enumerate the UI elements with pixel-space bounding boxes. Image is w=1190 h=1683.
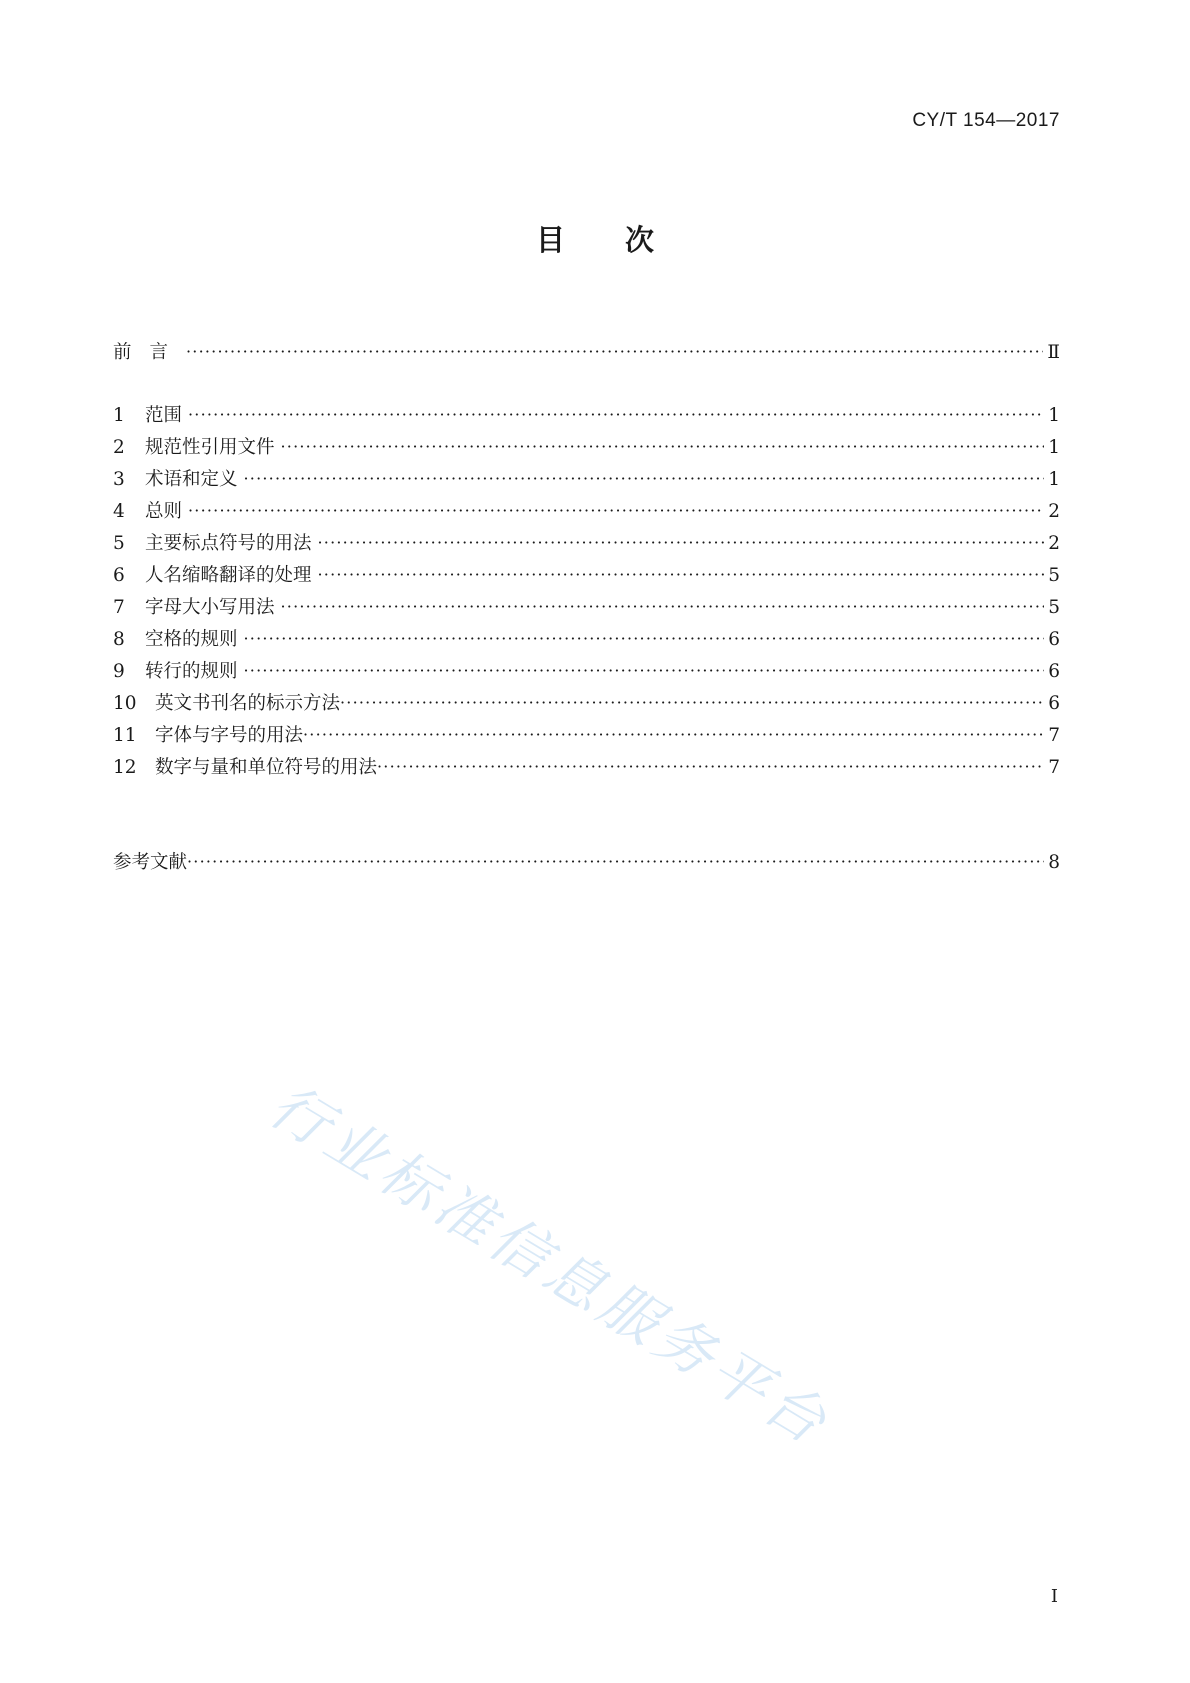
toc-entry[interactable] bbox=[113, 467, 1060, 493]
toc-number: 9 bbox=[113, 661, 125, 682]
toc-label: 字体与字号的用法 bbox=[155, 725, 304, 746]
toc-page-number: Ⅱ bbox=[1047, 342, 1060, 363]
toc-number: 6 bbox=[113, 565, 125, 586]
toc-leader-dots bbox=[244, 466, 1045, 492]
toc-leader-dots bbox=[188, 402, 1044, 428]
toc-page-number: 8 bbox=[1048, 852, 1060, 873]
toc-number: 10 bbox=[113, 693, 137, 714]
toc-page-number: 2 bbox=[1048, 501, 1060, 522]
toc-page-number: 7 bbox=[1048, 757, 1060, 778]
toc-label: 规范性引用文件 bbox=[145, 437, 275, 458]
toc-label: 主要标点符号的用法 bbox=[145, 533, 312, 554]
toc-leader-dots bbox=[340, 690, 1044, 716]
toc-leader-dots bbox=[188, 498, 1044, 524]
toc-leader-dots bbox=[244, 626, 1045, 652]
toc-page-number: 5 bbox=[1048, 597, 1060, 618]
standard-code: CY/T 154—2017 bbox=[912, 110, 1060, 131]
toc-number: 8 bbox=[113, 629, 125, 650]
toc-leader-dots bbox=[244, 658, 1045, 684]
toc-page-number: 6 bbox=[1048, 661, 1060, 682]
toc-entry[interactable] bbox=[113, 531, 1060, 557]
toc-label: 空格的规则 bbox=[145, 629, 238, 650]
toc-page-number: 1 bbox=[1048, 437, 1060, 458]
toc-label: 参考文献 bbox=[113, 852, 188, 873]
toc-label: 英文书刊名的标示方法 bbox=[155, 693, 341, 714]
toc-entry[interactable] bbox=[113, 659, 1060, 685]
toc-entry[interactable] bbox=[113, 563, 1060, 589]
toc-page-number: 6 bbox=[1048, 693, 1060, 714]
toc-number: 1 bbox=[113, 405, 125, 426]
toc-number: 2 bbox=[113, 437, 125, 458]
toc-leader-dots bbox=[186, 339, 1043, 365]
toc-entry[interactable] bbox=[113, 435, 1060, 461]
watermark: 行业标准信息服务平台 bbox=[258, 1071, 842, 1460]
toc-label: 术语和定义 bbox=[145, 469, 238, 490]
toc-page-number: 2 bbox=[1048, 533, 1060, 554]
toc-leader-dots bbox=[318, 562, 1045, 588]
toc-label: 前言 bbox=[113, 342, 187, 363]
toc-entry[interactable] bbox=[113, 499, 1060, 525]
toc-number: 11 bbox=[113, 725, 137, 746]
toc-label: 范围 bbox=[145, 405, 183, 426]
toc-label: 字母大小写用法 bbox=[145, 597, 275, 618]
toc-entry[interactable] bbox=[113, 755, 1060, 781]
toc-page-number: 7 bbox=[1048, 725, 1060, 746]
toc-leader-dots bbox=[318, 530, 1045, 556]
toc-number: 4 bbox=[113, 501, 125, 522]
toc-entry[interactable] bbox=[113, 595, 1060, 621]
toc-entry-references[interactable] bbox=[113, 850, 1060, 876]
toc-leader-dots bbox=[377, 754, 1044, 780]
toc-number: 12 bbox=[113, 757, 137, 778]
toc-entry[interactable] bbox=[113, 627, 1060, 653]
toc-leader-dots bbox=[187, 849, 1044, 875]
toc-page-number: 1 bbox=[1048, 469, 1060, 490]
toc-label: 总则 bbox=[145, 501, 183, 522]
toc-entry-foreword[interactable] bbox=[113, 340, 1060, 366]
toc-number: 7 bbox=[113, 597, 125, 618]
toc-page-number: 6 bbox=[1048, 629, 1060, 650]
toc-leader-dots bbox=[281, 434, 1045, 460]
toc-leader-dots bbox=[303, 722, 1044, 748]
toc-label: 人名缩略翻译的处理 bbox=[145, 565, 312, 586]
toc-leader-dots bbox=[281, 594, 1045, 620]
toc-entry[interactable] bbox=[113, 403, 1060, 429]
page-number: I bbox=[1050, 1586, 1058, 1607]
toc-label: 数字与量和单位符号的用法 bbox=[155, 757, 378, 778]
toc-entry[interactable] bbox=[113, 723, 1060, 749]
toc-page-number: 5 bbox=[1048, 565, 1060, 586]
toc-number: 3 bbox=[113, 469, 125, 490]
toc-page-number: 1 bbox=[1048, 405, 1060, 426]
toc-number: 5 bbox=[113, 533, 125, 554]
toc-entry[interactable] bbox=[113, 691, 1060, 717]
page-title: 目次 bbox=[535, 223, 714, 257]
toc-label: 转行的规则 bbox=[145, 661, 238, 682]
